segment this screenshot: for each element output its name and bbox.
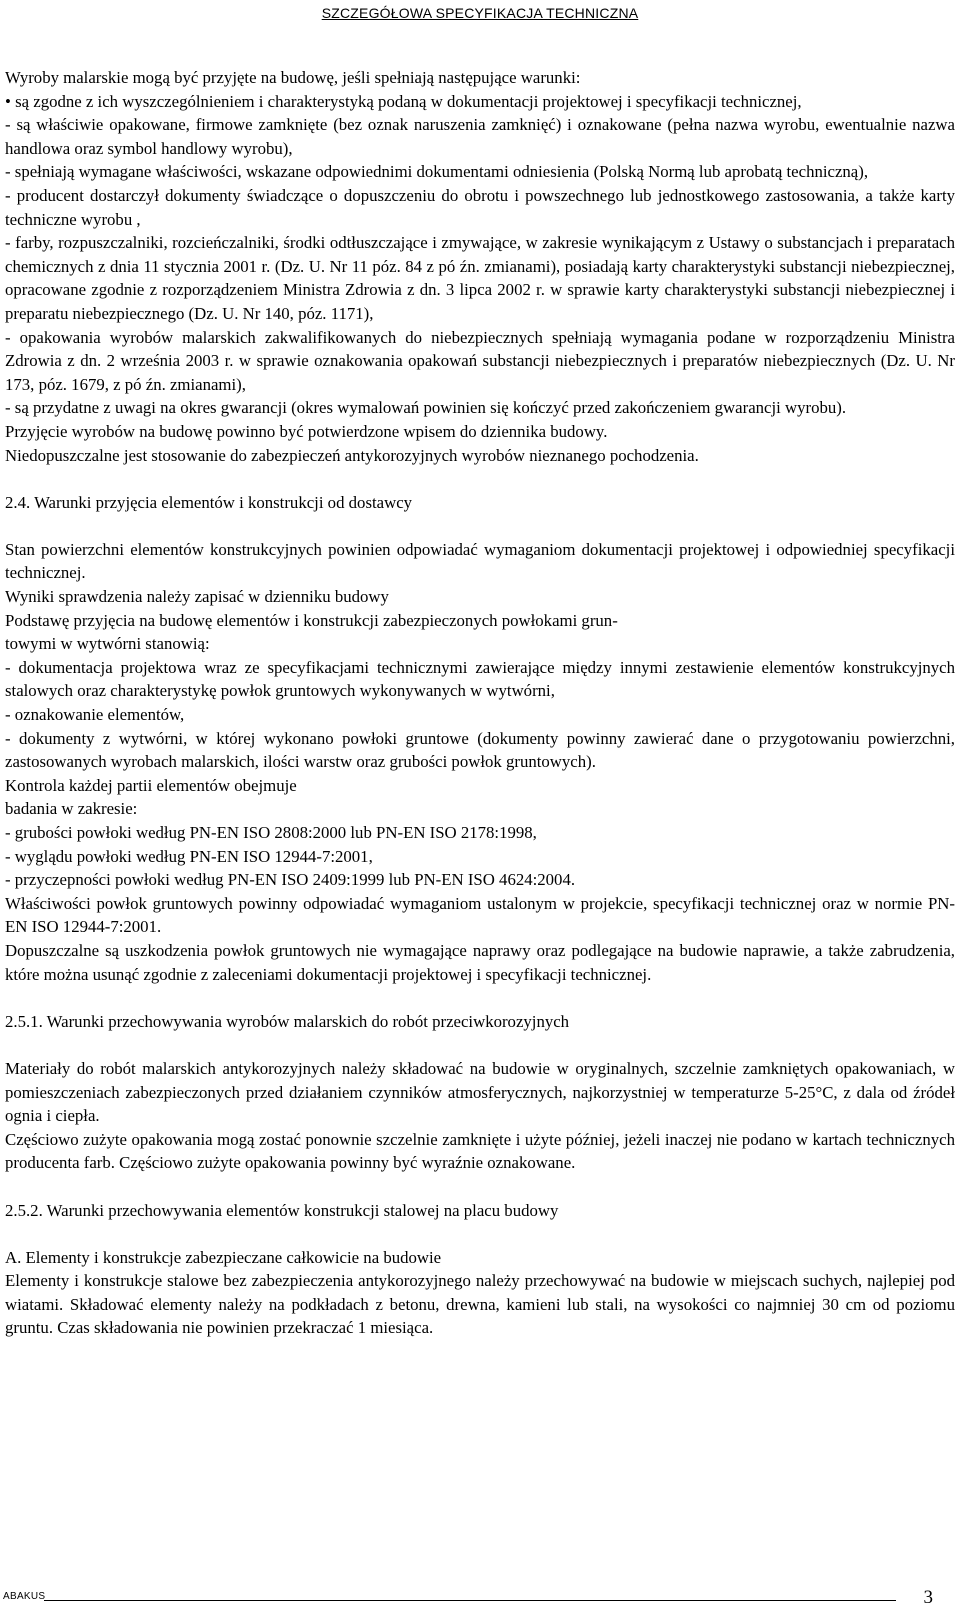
document-body [5,66,955,1340]
paragraph-steel-storage: Elementy i konstrukcje stalowe bez zabezpieczenia antykorozyjnego należy przechowywać na budowie w miejscach suchych, najlepiej pod wiatami. Składować elementy należy na podkładach z betonu, drewna, kamieni lub stali, na wysokości co najmniej 30 cm od poziomu gruntu. Czas składowania nie powinien przekraczać 1 miesiąca. [5,1271,955,1338]
section-heading-2-5-1: 2.5.1. Warunki przechowywania wyrobów malarskich do robót przeciwkorozyjnych [5,1011,570,1031]
paragraph-coating-properties: Właściwości powłok gruntowych powinny odpowiadać wymaganiom ustalonym w projekcie, specyfikacji technicznej oraz w normie PN-EN ISO 12944-7:2001. [5,893,955,937]
paragraph-acceptance-basis: Podstawę przyjęcia na budowę elementów i konstrukcji zabezpieczonych powłokami grun- [5,610,618,630]
list-item-appearance: - wyglądu powłoki według PN-EN ISO 12944-7:2001, [5,846,373,866]
section-heading-2-5-2: 2.5.2. Warunki przechowywania elementów konstrukcji stalowej na placu budowy [5,1200,559,1220]
page-number: 3 [923,1587,933,1608]
paragraph-intro: Wyroby malarskie mogą być przyjęte na budowę, jeśli spełniają następujące warunki: [5,68,581,87]
list-item-adhesion: - przyczepności powłoki według PN-EN ISO 2409:1999 lub PN-EN ISO 4624:2004. [5,870,576,890]
list-item-warranty: - są przydatne z uwagi na okres gwarancji (okres wymalowań powinien się kończyć przed zakończeniem gwarancji wyrobu). [5,398,847,418]
paragraph-surface-state: Stan powierzchni elementów konstrukcyjnych powinien odpowiadać wymaganiom dokumentacji projektowej i odpowiedniej specyfikacji technicznej. [5,539,955,583]
paragraph-storage-materials: Materiały do robót malarskich antykorozyjnych należy składować na budowie w oryginalnych, szczelnie zamkniętych opakowaniach, w pomieszczeniach zabezpieczonych przed działaniem czynników atmosferycznych, najkorzystniej w temperaturze 5-25°C, z dala od źródeł ognia i ciepła. [5,1058,955,1126]
list-item-design-docs: - dokumentacja projektowa wraz ze specyfikacjami technicznymi zawierające między innymi zestawienie elementów konstrukcyjnych stalowych oraz charakterystykę powłok gruntowych wykonywanych w wytwórni, [5,657,955,701]
paragraph-allowed-damage: Dopuszczalne są uszkodzenia powłok gruntowych nie wymagające naprawy oraz podlegające na budowie naprawie, a także zabrudzenia, które można usunąć zgodnie z zaleceniami dokumentacji projektowej i specyfikacji technicznej. [5,940,955,984]
paragraph-unknown-origin: Niedopuszczalne jest stosowanie do zabezpieczeń antykorozyjnych wyrobów nieznanego pochodzenia. [5,445,699,465]
list-item-thickness: - grubości powłoki według PN-EN ISO 2808:2000 lub PN-EN ISO 2178:1998, [5,823,537,842]
list-item-hazardous-packaging: - opakowania wyrobów malarskich zakwalifikowanych do niebezpiecznych spełniają wymagania podane w rozporządzeniu Ministra Zdrowia z dn. 2 września 2003 r. w sprawie oznakowania opakowań substancji niebezpiecznych i preparatów niebezpiecznych (Dz. U. Nr 173, póz. 1679, z pó źn. zmianami), [5,327,955,394]
paragraph-tests-scope: badania w zakresie: [5,799,138,819]
paragraph-results: Wyniki sprawdzenia należy zapisać w dzienniku budowy [5,587,389,607]
list-item-conformity: • są zgodne z ich wyszczególnieniem i charakterystyką podaną w dokumentacji projektowej i specyfikacji technicznej, [5,91,802,111]
paragraph-partially-used: Częściowo zużyte opakowania mogą zostać ponownie szczelnie zamknięte i użyte później, jeżeli inaczej nie podano w kartach technicznych producenta farb. Częściowo zużyte opakowania powinny być wyraźnie oznakowane. [5,1129,955,1173]
list-item-documents: - producent dostarczył dokumenty świadczące o dopuszczeniu do obrotu i powszechnego lub jednostkowego zastosowania, a także karty techniczne wyrobu , [5,185,955,229]
list-item-properties: - spełniają wymagane właściwości, wskazane odpowiednimi dokumentami odniesienia (Polską Normą lub aprobatą techniczną), [5,162,869,182]
list-item-packaging: - są właściwie opakowane, firmowe zamknięte (bez oznak naruszenia zamknięć) i oznakowane (pełna nazwa wyrobu, ewentualnie nazwa handlowa oraz symbol handlowy wyrobu), [5,115,955,158]
footer-company: ABAKUS [3,1591,46,1602]
page-header-title: SZCZEGÓŁOWA SPECYFIKACJA TECHNICZNA [321,5,639,21]
section-heading-2-4: 2.4. Warunki przyjęcia elementów i konstrukcji od dostawcy [5,492,413,512]
footer-divider [44,1600,896,1601]
paragraph-batch-control: Kontrola każdej partii elementów obejmuje [5,775,297,795]
paragraph-acceptance-basis-cont: towymi w wytwórni stanowią: [5,634,210,654]
paragraph-acceptance: Przyjęcie wyrobów na budowę powinno być potwierdzone wpisem do dziennika budowy. [5,421,608,441]
subsection-heading-a: A. Elementy i konstrukcje zabezpieczane całkowicie na budowie [5,1247,442,1267]
list-item-factory-docs: - dokumenty z wytwórni, w której wykonano powłoki gruntowe (dokumenty powinny zawierać dane o przygotowaniu powierzchni, zastosowanych wyrobach malarskich, ilości warstw oraz grubości powłok gruntowych). [5,728,955,772]
list-item-marking: - oznakowanie elementów, [5,705,185,725]
list-item-chemicals: - farby, rozpuszczalniki, rozcieńczalniki, środki odtłuszczające i zmywające, w zakresie wynikającym z Ustawy o substancjach i preparatach chemicznych z dnia 11 stycznia 2001 r. (Dz. U. Nr 11 póz. 84 z pó źn. zmianami), posiadają karty charakterystyki substancji niebezpiecznej, opracowane zgodnie z rozporządzeniem Ministra Zdrowia z dn. 3 lipca 2002 r. w sprawie karty charakterystyki substancji niebezpiecznej i preparatu niebezpiecznego (Dz. U. Nr 140, póz. 1171), [5,233,955,323]
page-footer [0,1589,960,1613]
